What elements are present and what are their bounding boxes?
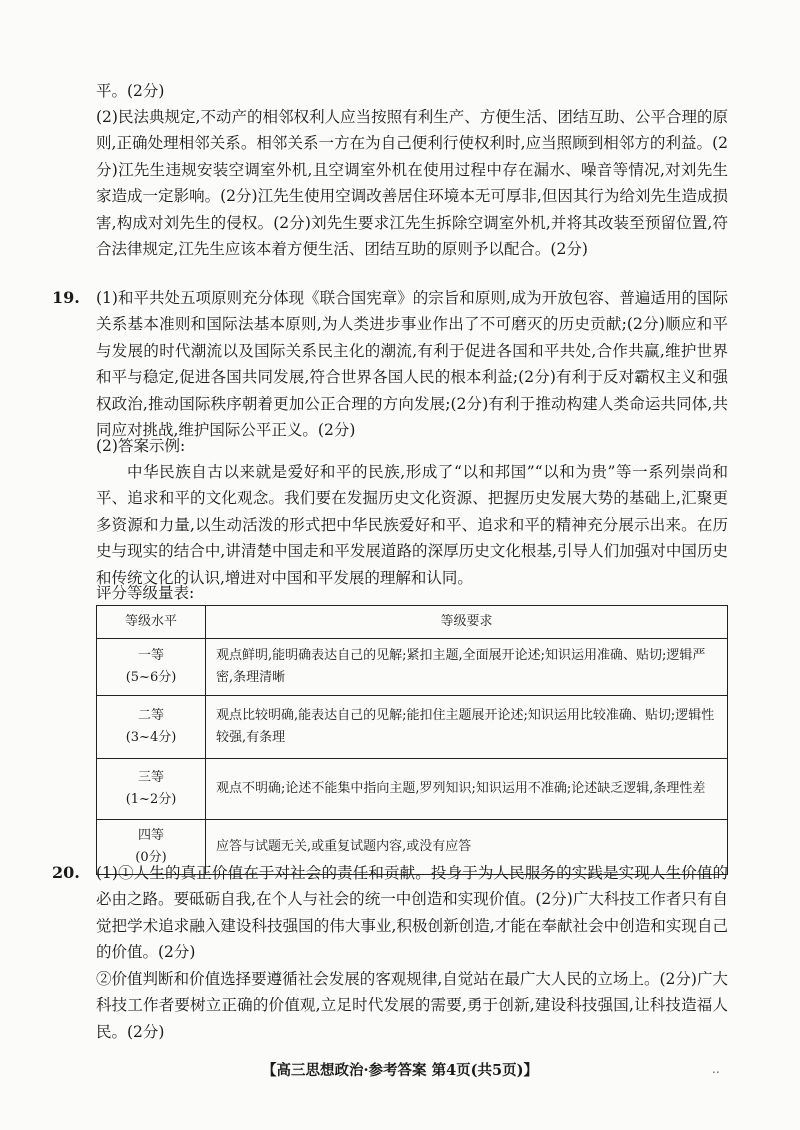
rubric-level-name: 四等 — [137, 828, 164, 843]
rubric-table — [96, 605, 728, 875]
q19-number: 19. — [52, 288, 80, 307]
rubric-row — [97, 696, 728, 759]
q18-tail-line: 平。(2分) — [96, 82, 165, 100]
rubric-level-score: (1~2分) — [125, 792, 177, 807]
q19-part1-paragraph: (1)和平共处五项原则充分体现《联合国宪章》的宗旨和原则,成为开放包容、普遍适用的国际关系基本准则和国际法基本原则,为人类进步事业作出了不可磨灭的历史贡献;(2分)顺应和平与发展的时代潮流以及国际关系民主化的潮流,有利于促进各国和平共处,合作共赢,维护世界和平与稳定,促进各国共同发展,符合世界各国人民的根本利益;(2分)有利于反对霸权主义和强权政治,推动国际秩序朝着更加公正合理的方向发展;(2分)有利于推动构建人类命运共同体,共同应对挑战,维护国际公平正义。(2分) — [96, 289, 728, 440]
rubric-title: 评分等级量表: — [96, 584, 195, 602]
rubric-requirement: 应答与试题无关,或重复试题内容,或没有应答 — [206, 820, 728, 875]
rubric-level-name: 三等 — [137, 770, 164, 785]
rubric-level-name: 二等 — [137, 708, 164, 723]
q18-part2-paragraph: (2)民法典规定,不动产的相邻权利人应当按照有利生产、方便生活、团结互助、公平合理的原则,正确处理相邻关系。相邻关系一方在为自己便利行使权利时,应当照顾到相邻方的利益。(2分)江先生违规安装空调室外机,且空调室外机在使用过程中存在漏水、噪音等情况,对刘先生家造成一定影响。(2分)江先生使用空调改善居住环境本无可厚非,但因其行为给刘先生造成损害,构成对刘先生的侵权。(2分)刘先生要求江先生拆除空调室外机,并将其改装至预留位置,符合法律规定,江先生应该本着方便生活、团结互助的原则予以配合。(2分) — [96, 108, 728, 259]
rubric-header-level: 等级水平 — [97, 606, 206, 639]
footer-mark: .. — [712, 1062, 720, 1076]
rubric-row — [97, 759, 728, 820]
q20-number: 20. — [52, 863, 80, 882]
rubric-level-cell — [97, 639, 206, 696]
q20-part1-paragraph: (1)①人生的真正价值在于对社会的责任和贡献。投身于为人民服务的实践是实现人生价值的必由之路。要砥砺自我,在个人与社会的统一中创造和实现价值。(2分)广大科技工作者只有自觉把学术追求融入建设科技强国的伟大事业,积极创新创造,才能在奉献社会中创造和实现自己的价值。(2分) — [96, 864, 728, 962]
rubric-level-name: 一等 — [137, 648, 164, 663]
rubric-level-score: (3~4分) — [125, 730, 177, 745]
rubric-requirement: 观点不明确;论述不能集中指向主题,罗列知识;知识运用不准确;论述缺乏逻辑,条理性差 — [206, 759, 728, 820]
rubric-level-score: (0分) — [135, 850, 167, 865]
q19-part2-answer: 中华民族自古以来就是爱好和平的民族,形成了“以和邦国”“以和为贵”等一系列崇尚和平、追求和平的文化观念。我们要在发掘历史文化资源、把握历史发展大势的基础上,汇聚更多资源和力量,以生动活泼的形式把中华民族爱好和平、追求和平的精神充分展示出来。在历史与现实的结合中,讲清楚中国走和平发展道路的深厚历史文化根基,引导人们加强对中国历史和传统文化的认识,增进对中国和平发展的理解和认同。 — [96, 463, 728, 587]
rubric-level-cell — [97, 759, 206, 820]
rubric-row — [97, 639, 728, 696]
rubric-header-requirement: 等级要求 — [206, 606, 728, 639]
rubric-requirement: 观点比较明确,能表达自己的见解;能扣住主题展开论述;知识运用比较准确、贴切;逻辑性较强,有条理 — [206, 696, 728, 759]
rubric-header-row — [97, 606, 728, 639]
rubric-level-cell — [97, 696, 206, 759]
rubric-level-score: (5~6分) — [125, 670, 177, 685]
q19-part2-title: (2)答案示例: — [96, 437, 186, 455]
page-footer: 【高三思想政治·参考答案 第4页(共5页)】 — [262, 1062, 538, 1079]
q20-part2-paragraph: ②价值判断和价值选择要遵循社会发展的客观规律,自觉站在最广大人民的立场上。(2分)广大科技工作者要树立正确的价值观,立足时代发展的需要,勇于创新,建设科技强国,让科技造福人民。(2分) — [96, 970, 728, 1041]
rubric-requirement: 观点鲜明,能明确表达自己的见解;紧扣主题,全面展开论述;知识运用准确、贴切;逻辑严密,条理清晰 — [206, 639, 728, 696]
